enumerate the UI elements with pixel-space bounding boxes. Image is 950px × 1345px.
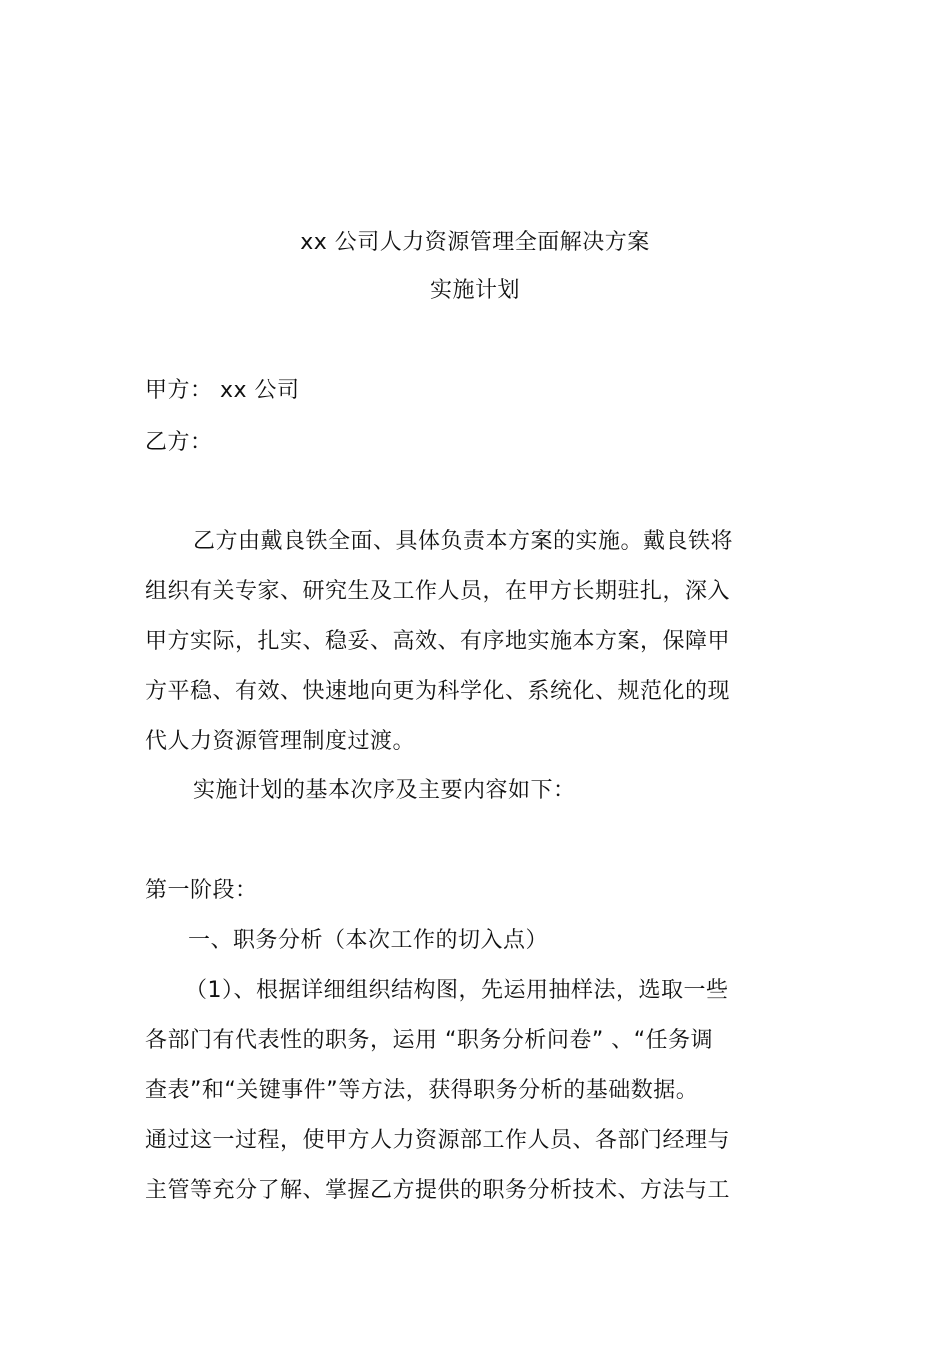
party-b-line: 乙方： [145,430,213,455]
paragraph-line: 乙方由戴良铁全面、具体负责本方案的实施。戴良铁将 [193,529,734,554]
document-title: xx 公司人力资源管理全面解决方案 [300,230,650,255]
party-a-line: 甲方： xx 公司 [145,378,300,403]
paragraph-line: 代人力资源管理制度过渡。 [145,729,416,754]
stage-heading: 第一阶段： [145,878,258,903]
item-line: 主管等充分了解、掌握乙方提供的职务分析技术、方法与工 [145,1178,731,1203]
item-line: 通过这一过程，使甲方人力资源部工作人员、各部门经理与 [145,1128,731,1153]
section-heading: 一、职务分析（本次工作的切入点） [188,928,549,953]
paragraph-line: 方平稳、有效、快速地向更为科学化、系统化、规范化的现 [145,679,731,704]
item-line: （1）、根据详细组织结构图，先运用抽样法，选取一些 [185,978,729,1003]
item-line: 各部门有代表性的职务，运用 “职务分析问卷” 、“任务调 [145,1028,714,1053]
paragraph-line: 组织有关专家、研究生及工作人员，在甲方长期驻扎，深入 [145,579,731,604]
item-line: 查表”和“关键事件”等方法，获得职务分析的基础数据。 [145,1078,699,1103]
document-subtitle: 实施计划 [429,278,520,303]
paragraph-line: 实施计划的基本次序及主要内容如下： [193,778,576,803]
paragraph-line: 甲方实际，扎实、稳妥、高效、有序地实施本方案，保障甲 [145,629,731,654]
